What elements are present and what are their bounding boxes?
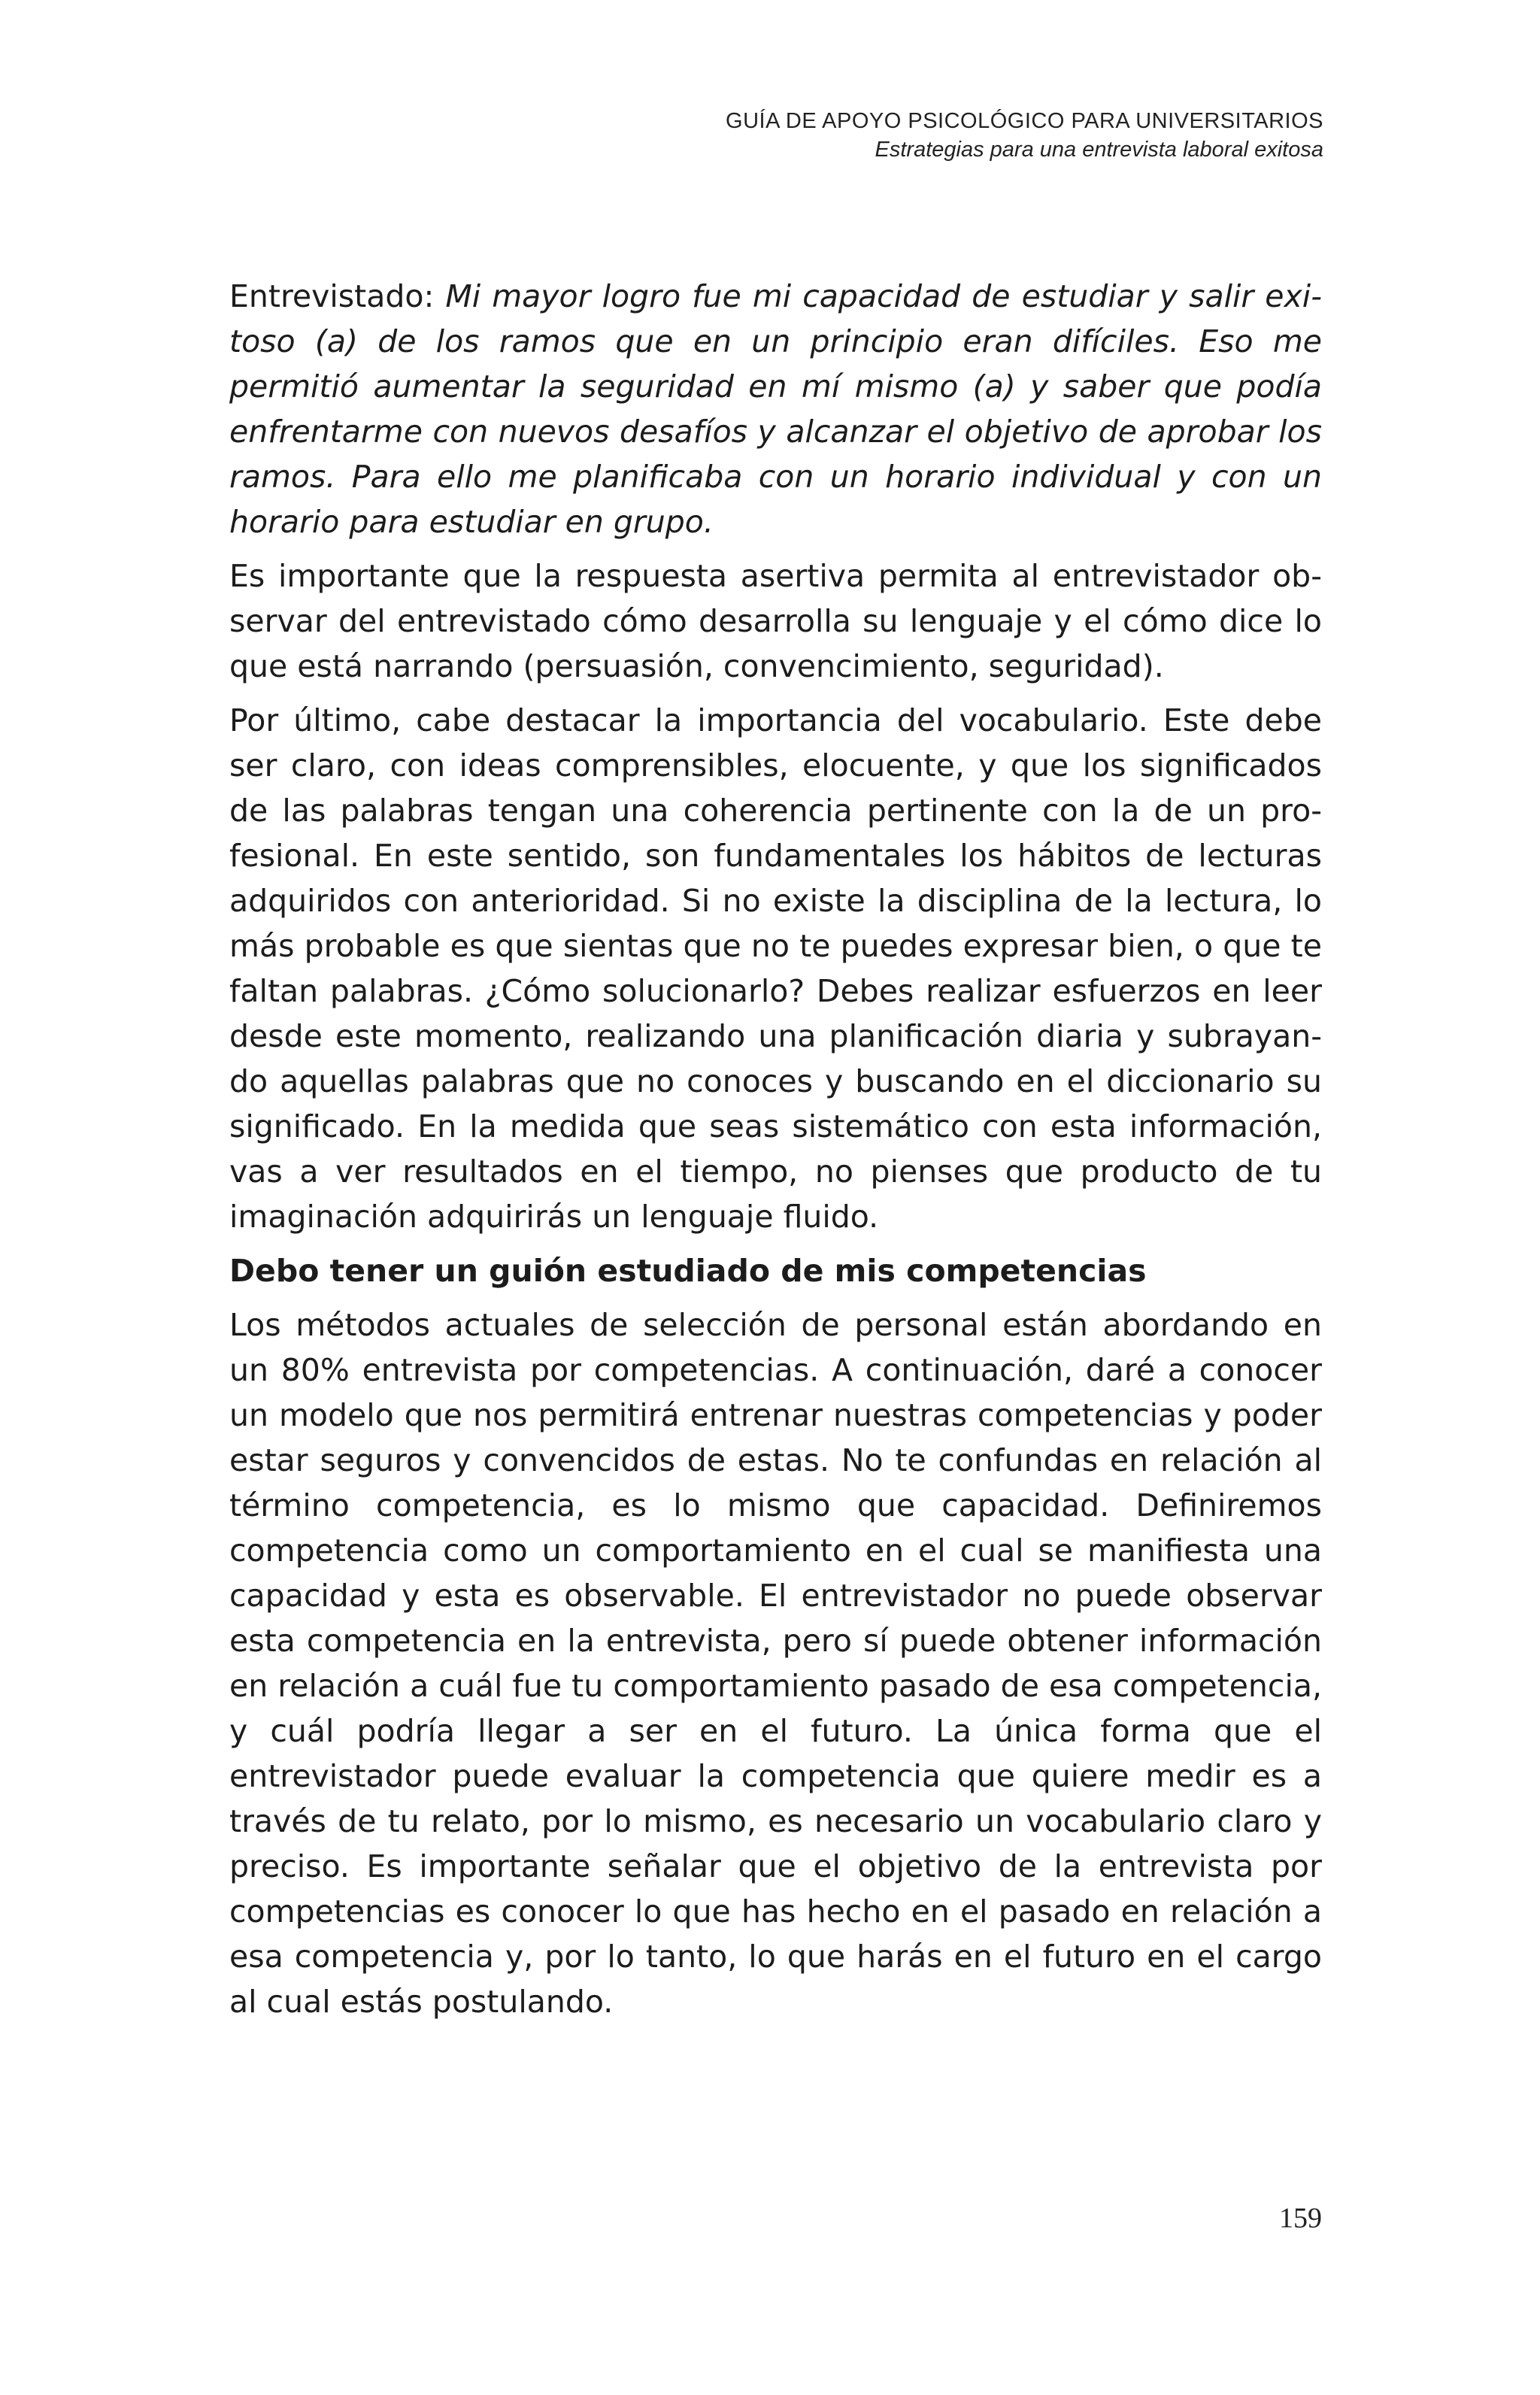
section-heading: Debo tener un guión estudiado de mis competencias [229,1253,1147,1289]
main-text [229,274,1322,2024]
interviewee-answer-paragraph [229,274,1322,544]
assertive-answer-paragraph: Es importante que la respuesta asertiva permita al entrevistador observar del entrevistado cómo desarrolla su lenguaje y el cómo dice lo que está narrando (persuasión, convencimiento, seguridad). [229,558,1322,684]
competencies-paragraph: Los métodos actuales de selección de personal están abordando en un 80% entrevista por competencias. A continuación, daré a conocer un modelo que nos permitirá entrenar nuestras competencias y poder estar seguros y convencidos de estas. No te confundas en relación al término competencia, es lo mismo que capacidad. Definiremos competencia como un comportamiento en el cual se manifiesta una capacidad y esta es observable. El entrevistador no puede observar esta competencia en la entrevista, pero sí puede obtener información en relación a cuál fue tu comportamiento pasado de esa competencia, y cuál podría llegar a ser en el futuro. La única forma que el entrevistador puede evaluar la competencia que quiere medir es a través de tu relato, por lo mismo, es necesario un vocabulario claro y preciso. Es importante señalar que el objetivo de la entrevista por competencias es conocer lo que has hecho en el pasado en relación a esa competencia y, por lo tanto, lo que harás en el futuro en el cargo al cual estás postulando. [229,1307,1322,2020]
series-title: GUÍA DE APOYO PSICOLÓGICO PARA UNIVERSITARIOS [726,109,1323,133]
vocabulary-paragraph: Por último, cabe destacar la importancia del vocabulario. Este debe ser claro, con ideas comprensibles, elocuente, y que los significados de las palabras tengan una coherencia pertinente con la de un profesional. En este sentido, son fundamentales los hábitos de lecturas adquiridos con anterioridad. Si no existe la disciplina de la lectura, lo más probable es que sientas que no te puedes expresar bien, o que te faltan palabras. ¿Cómo solucionarlo? Debes realizar esfuerzos en leer desde este momento, realizando una planificación diaria y subrayando aquellas palabras que no conoces y buscando en el diccionario su significado. En la medida que seas sistemático con esta información, vas a ver resultados en el tiempo, no pienses que producto de tu imaginación adquirirás un lenguaje fluido. [229,702,1322,1235]
page-number: 159 [1279,2202,1322,2234]
chapter-title: Estrategias para una entrevista laboral exitosa [875,138,1323,162]
running-header [726,107,1323,164]
speaker-label: Entrevistado: [229,278,446,314]
interviewee-quote: Mi mayor logro fue mi capacidad de estudiar y salir exitoso (a) de los ramos que en un principio eran difíciles. Eso me permitió aumentar la seguridad en mí mismo (a) y saber que podía enfrentarme con nuevos desafíos y alcanzar el objetivo de aprobar los ramos. Para ello me planificaba con un horario individual y con un horario para estudiar en grupo. [229,278,1322,540]
